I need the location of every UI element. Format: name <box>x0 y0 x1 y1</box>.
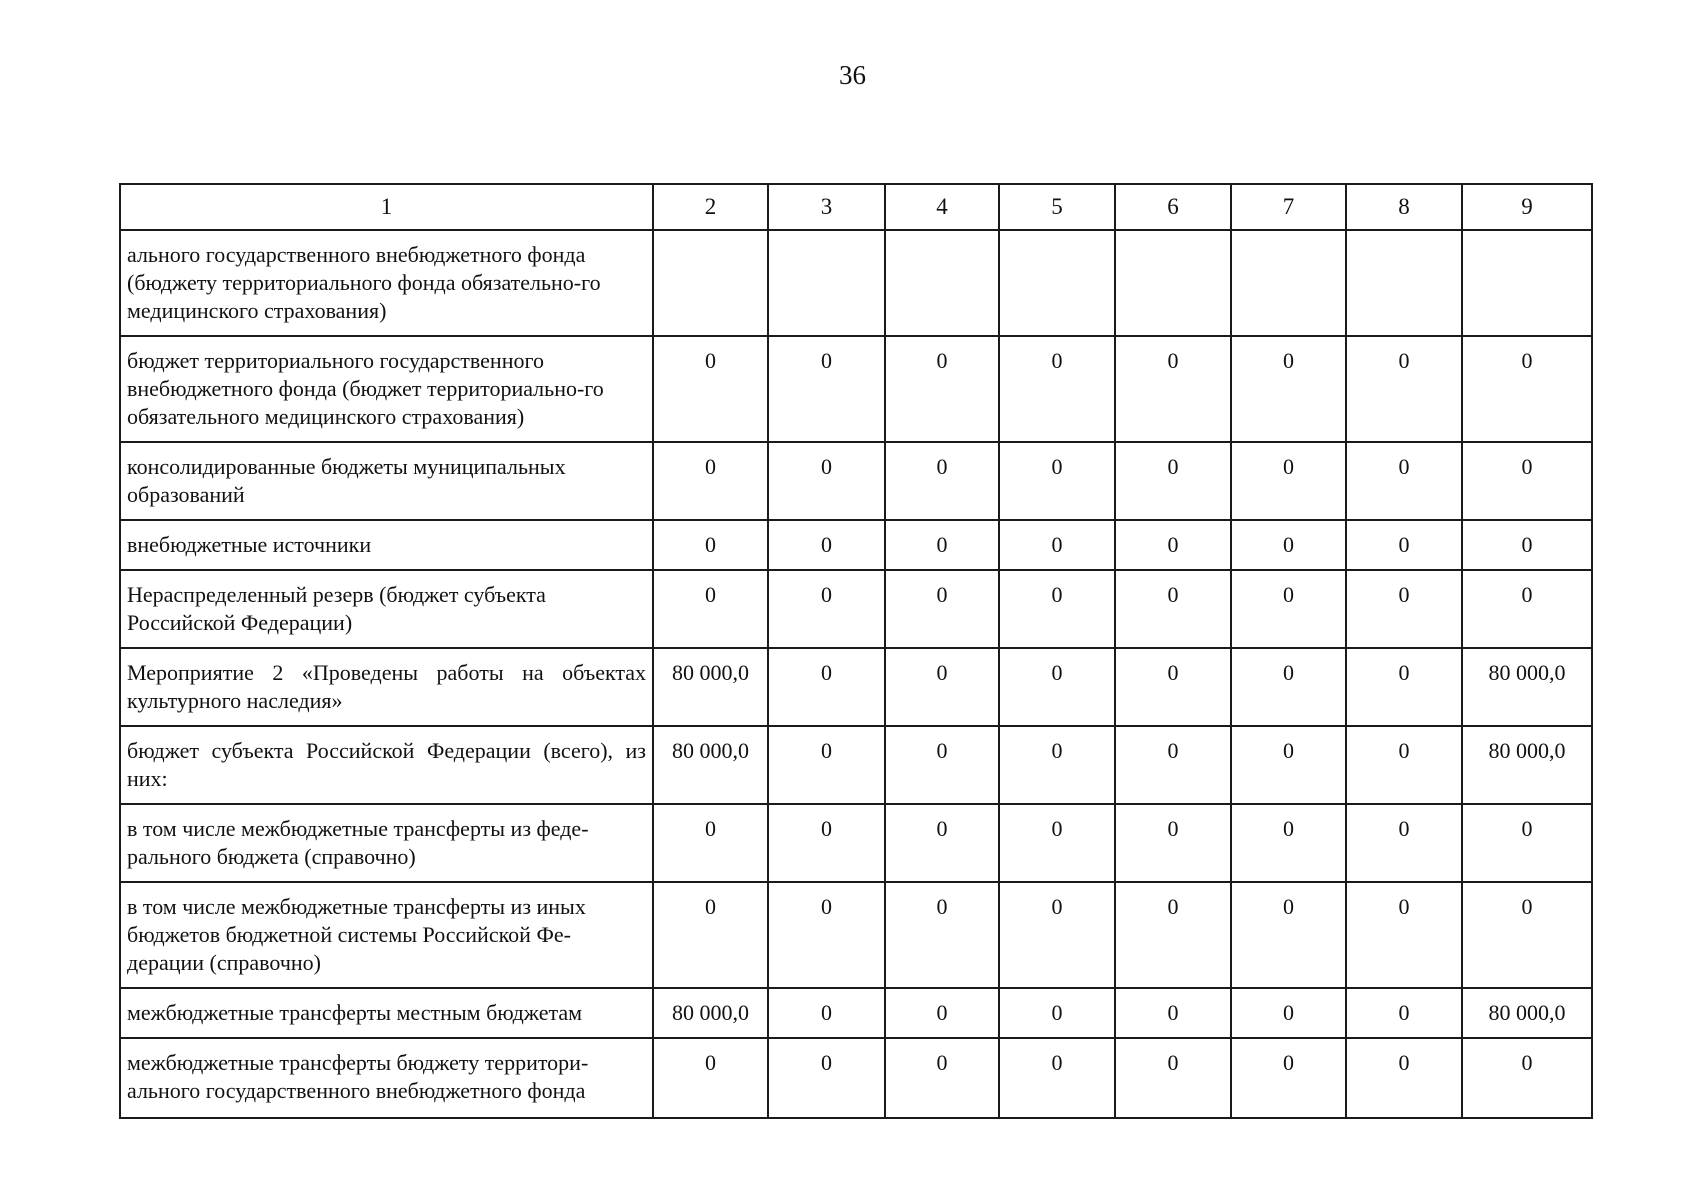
table-cell: 0 <box>1346 726 1462 804</box>
table-cell: 0 <box>1115 726 1231 804</box>
table-cell: 0 <box>1115 648 1231 726</box>
page-number: 36 <box>839 60 866 90</box>
row-label: бюджет территориального государственного внебюджетного фонда (бюджет территориально-го обязательного медицинского страхования) <box>120 336 653 442</box>
table-cell: 0 <box>1231 726 1346 804</box>
row-label: консолидированные бюджеты муниципальных образований <box>120 442 653 520</box>
table-row <box>120 230 1592 336</box>
table-cell: 0 <box>1115 882 1231 988</box>
table-cell: 0 <box>1115 520 1231 570</box>
row-label: ального государственного внебюджетного фонда (бюджету территориального фонда обязательно-го медицинского страхования) <box>120 230 653 336</box>
table-cell: 0 <box>1231 570 1346 648</box>
table-cell: 0 <box>1462 804 1592 882</box>
table-cell: 0 <box>1346 1038 1462 1118</box>
table-cell: 0 <box>885 648 999 726</box>
table-cell: 0 <box>1346 442 1462 520</box>
table-cell: 0 <box>999 882 1115 988</box>
row-label: межбюджетные трансферты бюджету территори-ального государственного внебюджетного фонда <box>120 1038 653 1118</box>
row-label: межбюджетные трансферты местным бюджетам <box>120 988 653 1038</box>
row-label: внебюджетные источники <box>120 520 653 570</box>
row-label: бюджет субъекта Российской Федерации (всего), из них: <box>120 726 653 804</box>
column-header: 3 <box>768 184 885 230</box>
table-cell: 0 <box>1115 336 1231 442</box>
table-row <box>120 570 1592 648</box>
table-cell: 0 <box>653 336 768 442</box>
table-cell: 0 <box>1462 336 1592 442</box>
table-cell: 0 <box>1346 520 1462 570</box>
table-cell: 0 <box>1231 520 1346 570</box>
table-row <box>120 882 1592 988</box>
column-header: 4 <box>885 184 999 230</box>
table-row <box>120 336 1592 442</box>
table-cell: 0 <box>768 520 885 570</box>
table-cell: 0 <box>999 442 1115 520</box>
table-cell <box>885 230 999 336</box>
column-header: 6 <box>1115 184 1231 230</box>
table-cell: 80 000,0 <box>1462 988 1592 1038</box>
table-cell: 0 <box>768 336 885 442</box>
table-cell: 0 <box>768 442 885 520</box>
table-cell: 0 <box>999 1038 1115 1118</box>
table-row <box>120 648 1592 726</box>
table-row <box>120 726 1592 804</box>
table-cell: 0 <box>885 336 999 442</box>
table-cell: 0 <box>1462 1038 1592 1118</box>
table-cell: 0 <box>999 726 1115 804</box>
table-cell: 0 <box>1231 336 1346 442</box>
table-cell: 0 <box>653 1038 768 1118</box>
table-row <box>120 442 1592 520</box>
table-cell <box>1462 230 1592 336</box>
table-cell: 0 <box>1115 1038 1231 1118</box>
table-cell: 0 <box>1231 1038 1346 1118</box>
table-cell: 0 <box>1346 570 1462 648</box>
column-header: 2 <box>653 184 768 230</box>
column-header: 9 <box>1462 184 1592 230</box>
table-cell: 0 <box>653 570 768 648</box>
table-cell: 0 <box>999 648 1115 726</box>
table-cell: 0 <box>1115 804 1231 882</box>
table-cell: 0 <box>999 570 1115 648</box>
table-cell: 0 <box>885 442 999 520</box>
table-cell: 80 000,0 <box>1462 726 1592 804</box>
table-cell <box>1231 230 1346 336</box>
table-cell: 80 000,0 <box>653 726 768 804</box>
table-cell: 0 <box>1231 988 1346 1038</box>
table-cell: 0 <box>885 570 999 648</box>
row-label: Нераспределенный резерв (бюджет субъекта Российской Федерации) <box>120 570 653 648</box>
table-cell: 0 <box>999 336 1115 442</box>
table-cell: 0 <box>653 882 768 988</box>
row-label: Мероприятие 2 «Проведены работы на объектах культурного наследия» <box>120 648 653 726</box>
table-cell: 0 <box>885 988 999 1038</box>
table-cell: 80 000,0 <box>653 988 768 1038</box>
table-row <box>120 804 1592 882</box>
table-cell <box>768 230 885 336</box>
table-cell: 0 <box>1231 882 1346 988</box>
table-cell: 0 <box>1231 442 1346 520</box>
table-row <box>120 1038 1592 1118</box>
table-cell: 0 <box>1462 520 1592 570</box>
table-cell: 0 <box>768 570 885 648</box>
table-cell: 0 <box>1346 648 1462 726</box>
table-cell: 0 <box>1462 570 1592 648</box>
table-cell: 0 <box>768 726 885 804</box>
table-cell: 0 <box>999 520 1115 570</box>
table-cell: 0 <box>885 882 999 988</box>
column-header: 7 <box>1231 184 1346 230</box>
table-cell <box>999 230 1115 336</box>
table-cell: 0 <box>1115 988 1231 1038</box>
table-cell: 0 <box>1115 570 1231 648</box>
table-cell: 0 <box>999 988 1115 1038</box>
table-cell: 0 <box>768 988 885 1038</box>
column-header: 5 <box>999 184 1115 230</box>
column-header: 1 <box>120 184 653 230</box>
table-cell: 0 <box>768 648 885 726</box>
budget-table <box>119 183 1593 1119</box>
table-cell: 0 <box>1346 804 1462 882</box>
table-cell: 80 000,0 <box>653 648 768 726</box>
table-row <box>120 520 1592 570</box>
table-cell: 0 <box>885 520 999 570</box>
table-cell <box>1115 230 1231 336</box>
column-header: 8 <box>1346 184 1462 230</box>
table-cell: 0 <box>885 1038 999 1118</box>
table-cell: 80 000,0 <box>1462 648 1592 726</box>
table-cell: 0 <box>1115 442 1231 520</box>
table-cell: 0 <box>999 804 1115 882</box>
table-cell: 0 <box>653 520 768 570</box>
header-row <box>120 184 1592 230</box>
table-cell: 0 <box>1231 648 1346 726</box>
table-cell: 0 <box>1346 882 1462 988</box>
table-cell: 0 <box>885 726 999 804</box>
table-cell: 0 <box>768 804 885 882</box>
row-label: в том числе межбюджетные трансферты из феде-рального бюджета (справочно) <box>120 804 653 882</box>
table-cell <box>653 230 768 336</box>
table-cell: 0 <box>1231 804 1346 882</box>
table-cell: 0 <box>653 804 768 882</box>
table-cell: 0 <box>653 442 768 520</box>
table-cell: 0 <box>885 804 999 882</box>
table-cell: 0 <box>768 1038 885 1118</box>
row-label: в том числе межбюджетные трансферты из иных бюджетов бюджетной системы Российской Фе-дерации (справочно) <box>120 882 653 988</box>
table-row <box>120 988 1592 1038</box>
table-cell: 0 <box>1462 882 1592 988</box>
table-cell: 0 <box>1346 988 1462 1038</box>
table-cell <box>1346 230 1462 336</box>
table-cell: 0 <box>1346 336 1462 442</box>
table-cell: 0 <box>768 882 885 988</box>
table-cell: 0 <box>1462 442 1592 520</box>
